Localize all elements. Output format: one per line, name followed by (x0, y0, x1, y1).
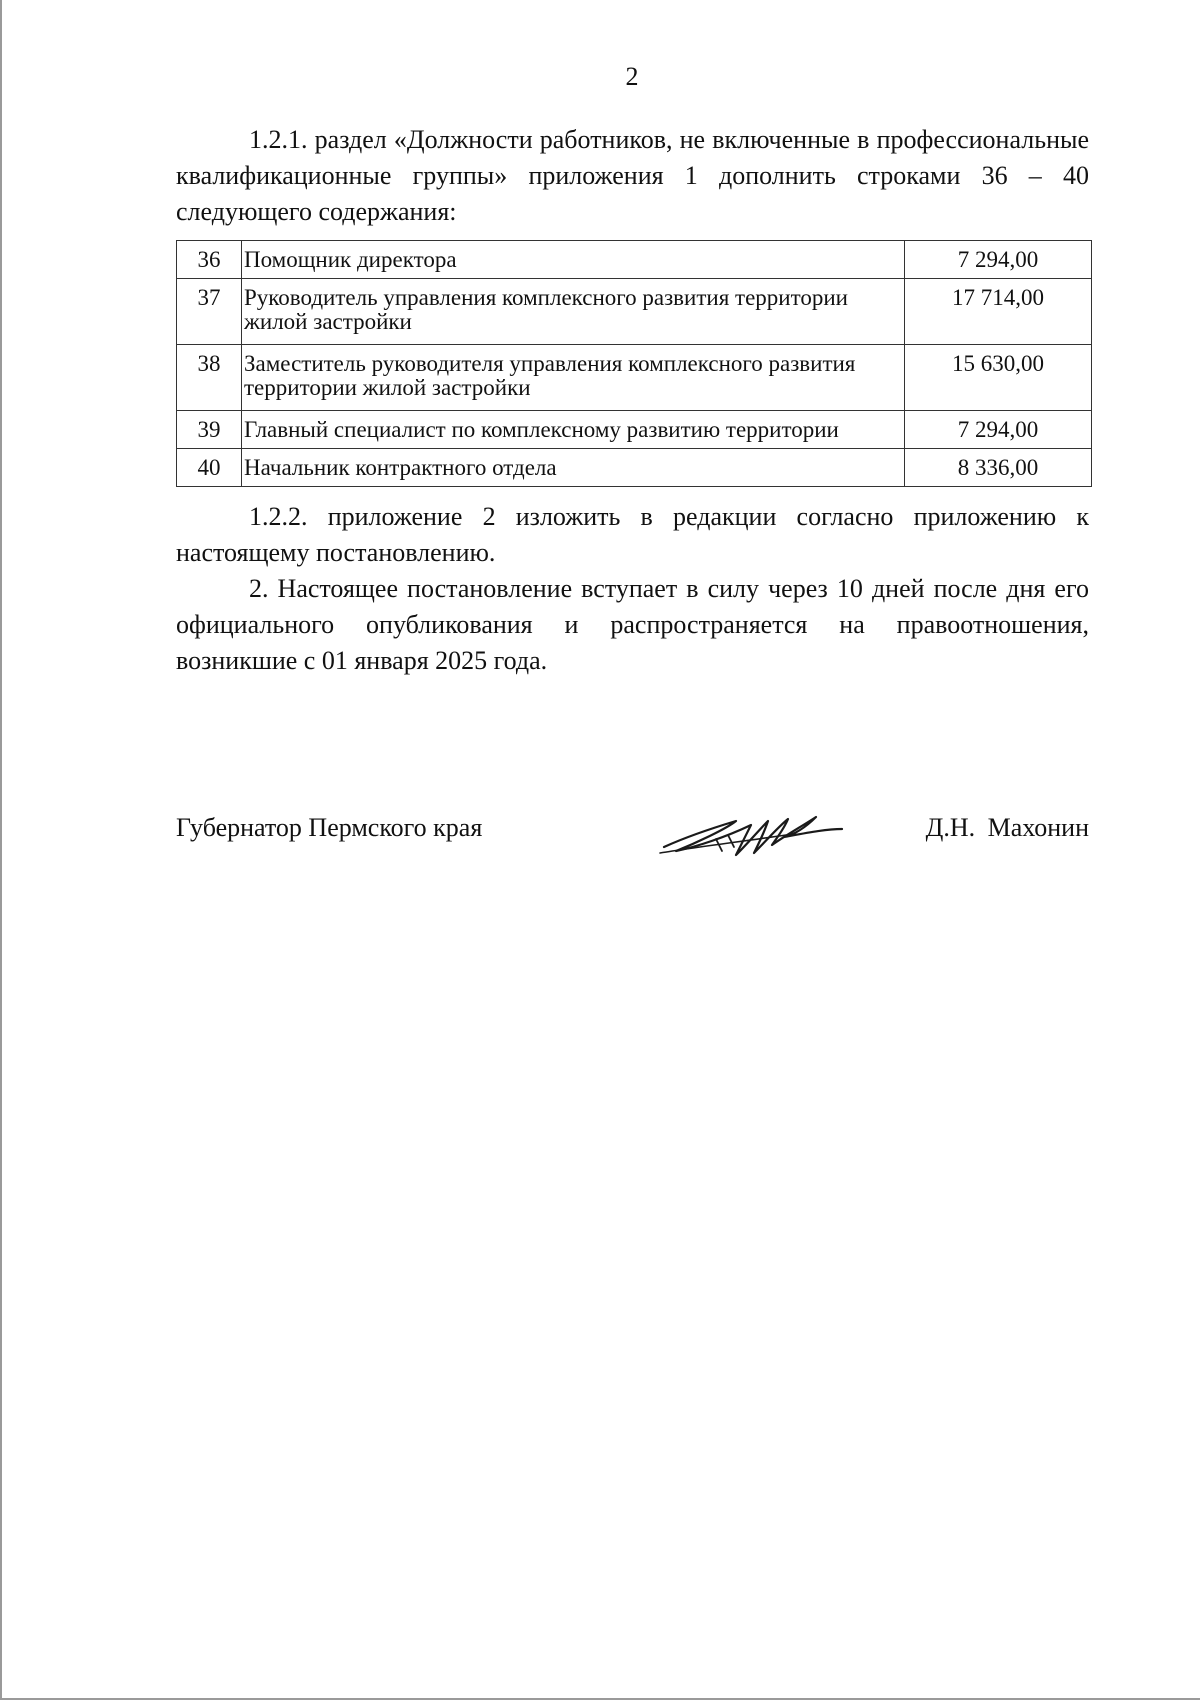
position-name: Руководитель управления комплексного развития территории жилой застройки (242, 279, 905, 345)
position-name: Заместитель руководителя управления комплексного развития территории жилой застройки (242, 345, 905, 411)
paragraph-1-2-2: 1.2.2. приложение 2 изложить в редакции согласно приложению к настоящему постановлению. (176, 502, 1089, 567)
salary-amount: 17 714,00 (905, 279, 1092, 345)
signature-block (176, 813, 1089, 863)
paragraph-2: 2. Настоящее постановление вступает в силу через 10 дней после дня его официального опубликования и распространяется на правоотношения, возникшие с 01 января 2025 года. (176, 574, 1089, 675)
table-row (177, 279, 1092, 345)
position-name: Начальник контрактного отдела (242, 449, 905, 487)
position-name: Главный специалист по комплексному развитию территории (242, 411, 905, 449)
table-row (177, 345, 1092, 411)
salary-amount: 15 630,00 (905, 345, 1092, 411)
row-number: 36 (177, 241, 242, 279)
salary-amount: 7 294,00 (905, 241, 1092, 279)
signatory-title: Губернатор Пермского края (176, 813, 483, 842)
row-number: 39 (177, 411, 242, 449)
page-number: 2 (625, 62, 639, 91)
signatory-name: Д.Н. Махонин (925, 813, 1089, 842)
position-name: Помощник директора (242, 241, 905, 279)
table-row (177, 241, 1092, 279)
salary-amount: 7 294,00 (905, 411, 1092, 449)
table-row (177, 449, 1092, 487)
handwritten-signature (656, 807, 846, 863)
document-body (176, 122, 1089, 679)
row-number: 38 (177, 345, 242, 411)
row-number: 40 (177, 449, 242, 487)
table-row (177, 411, 1092, 449)
row-number: 37 (177, 279, 242, 345)
salary-amount: 8 336,00 (905, 449, 1092, 487)
paragraph-1-2-1: 1.2.1. раздел «Должности работников, не включенные в профессиональные квалификационные группы» приложения 1 дополнить строками 36 – 40 следующего содержания: (176, 125, 1089, 226)
positions-table (176, 240, 1092, 487)
